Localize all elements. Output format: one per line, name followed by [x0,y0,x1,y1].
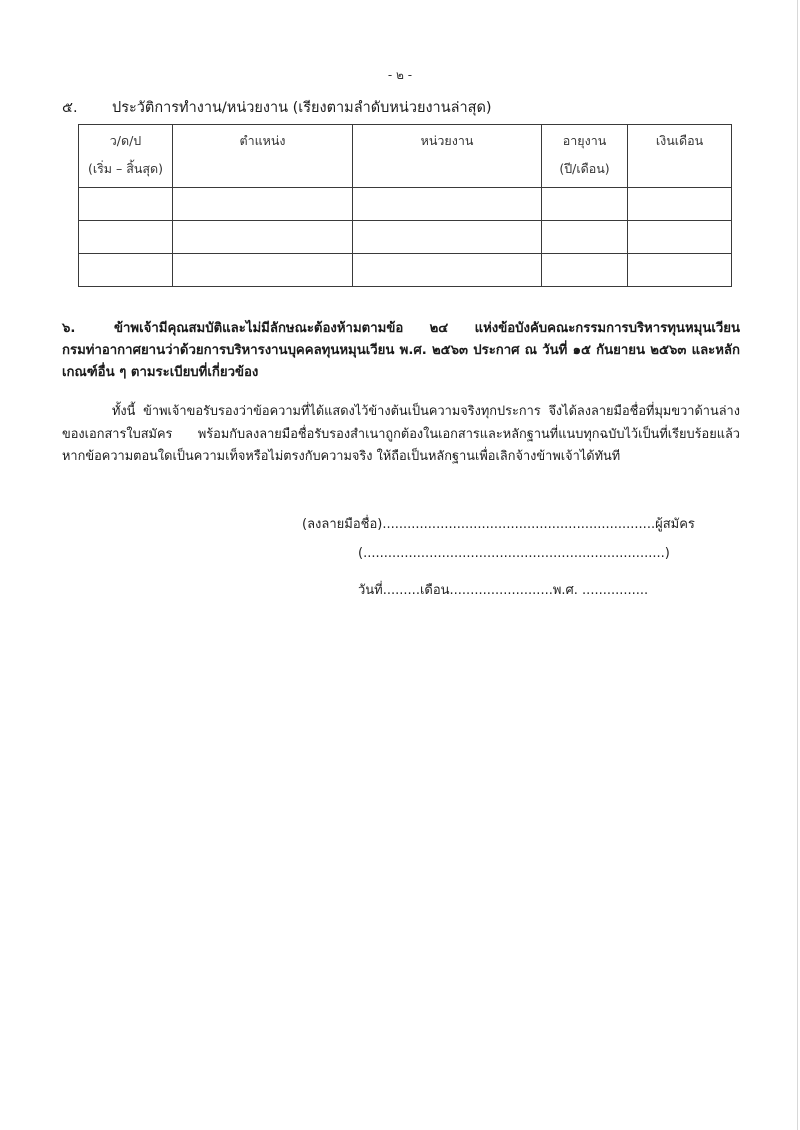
work-history-table [78,124,732,287]
header-salary-label: เงินเดือน [655,133,704,148]
certification-paragraph: ทั้งนี้ ข้าพเจ้าขอรับรองว่าข้อความที่ได้แสดงไว้ข้างต้นเป็นความจริงทุกประการ จึงได้ลงลายมือชื่อที่มุมขวาด้านล่างของเอกสารใบสมัคร พร้อมกับลงลายมือชื่อรับรองสำเนาถูกต้องในเอกสารและหลักฐานที่แนบทุกฉบับไว้เป็นที่เรียบร้อยแล้ว หากข้อความตอนใดเป็นความเท็จหรือไม่ตรงกับความจริง ให้ถือเป็นหลักฐานเพื่อเลิกจ้างข้าพเจ้าได้ทันที [62,404,740,464]
cell-salary [628,221,732,254]
cell-position [173,188,353,221]
section-6-text: ข้าพเจ้ามีคุณสมบัติและไม่มีลักษณะต้องห้ามตามข้อ ๒๔ แห่งข้อบังคับคณะกรรมการบริหารทุนหมุนเวียน กรมท่าอากาศยานว่าด้วยการบริหารงานบุคคลทุนหมุนเวียน พ.ศ. ๒๕๖๓ ประกาศ ณ วันที่ ๑๕ กันยายน ๒๕๖๓ และหลักเกณฑ์อื่น ๆ ตามระเบียบที่เกี่ยวข้อง [62,321,740,380]
section-5-heading [62,96,492,119]
cell-organization [353,188,542,221]
cell-date [79,254,173,287]
cell-position [173,254,353,287]
header-tenure [542,125,628,188]
table-row [79,254,732,287]
header-organization [353,125,542,188]
section-5-title: ประวัติการทำงาน/หน่วยงาน (เรียงตามลำดับหน่วยงานล่าสุด) [112,100,492,116]
cell-salary [628,188,732,221]
table-header-row [79,125,732,188]
cell-organization [353,254,542,287]
signature-line: (ลงลายมือชื่อ)..................................................................ผู้สมัคร [302,517,695,532]
page-number: - ๒ - [387,68,413,82]
section-5-number: ๕. [62,100,78,116]
cell-organization [353,221,542,254]
cell-date [79,188,173,221]
table-row [79,221,732,254]
cell-position [173,221,353,254]
cell-tenure [542,221,628,254]
cell-tenure [542,188,628,221]
section-6-paragraph [62,318,740,384]
header-date-line2: (เริ่ม – สิ้นสุด) [87,161,164,176]
table-row [79,188,732,221]
header-tenure-line1: อายุงาน [562,133,607,148]
cell-salary [628,254,732,287]
header-salary [628,125,732,188]
date-line: วันที่.........เดือน.........................พ.ศ. ................ [358,583,649,598]
header-date-range [79,125,173,188]
cell-date [79,221,173,254]
printed-name-line: (.........................................................................) [358,546,670,561]
header-date-line1: ว/ด/ป [109,133,142,148]
cell-tenure [542,254,628,287]
header-tenure-line2: (ปี/เดือน) [559,161,610,176]
header-organization-label: หน่วยงาน [420,133,474,148]
header-position-label: ตำแหน่ง [239,133,286,148]
scan-edge-line [797,0,798,1130]
header-position [173,125,353,188]
section-6-number: ๖. [62,321,76,336]
